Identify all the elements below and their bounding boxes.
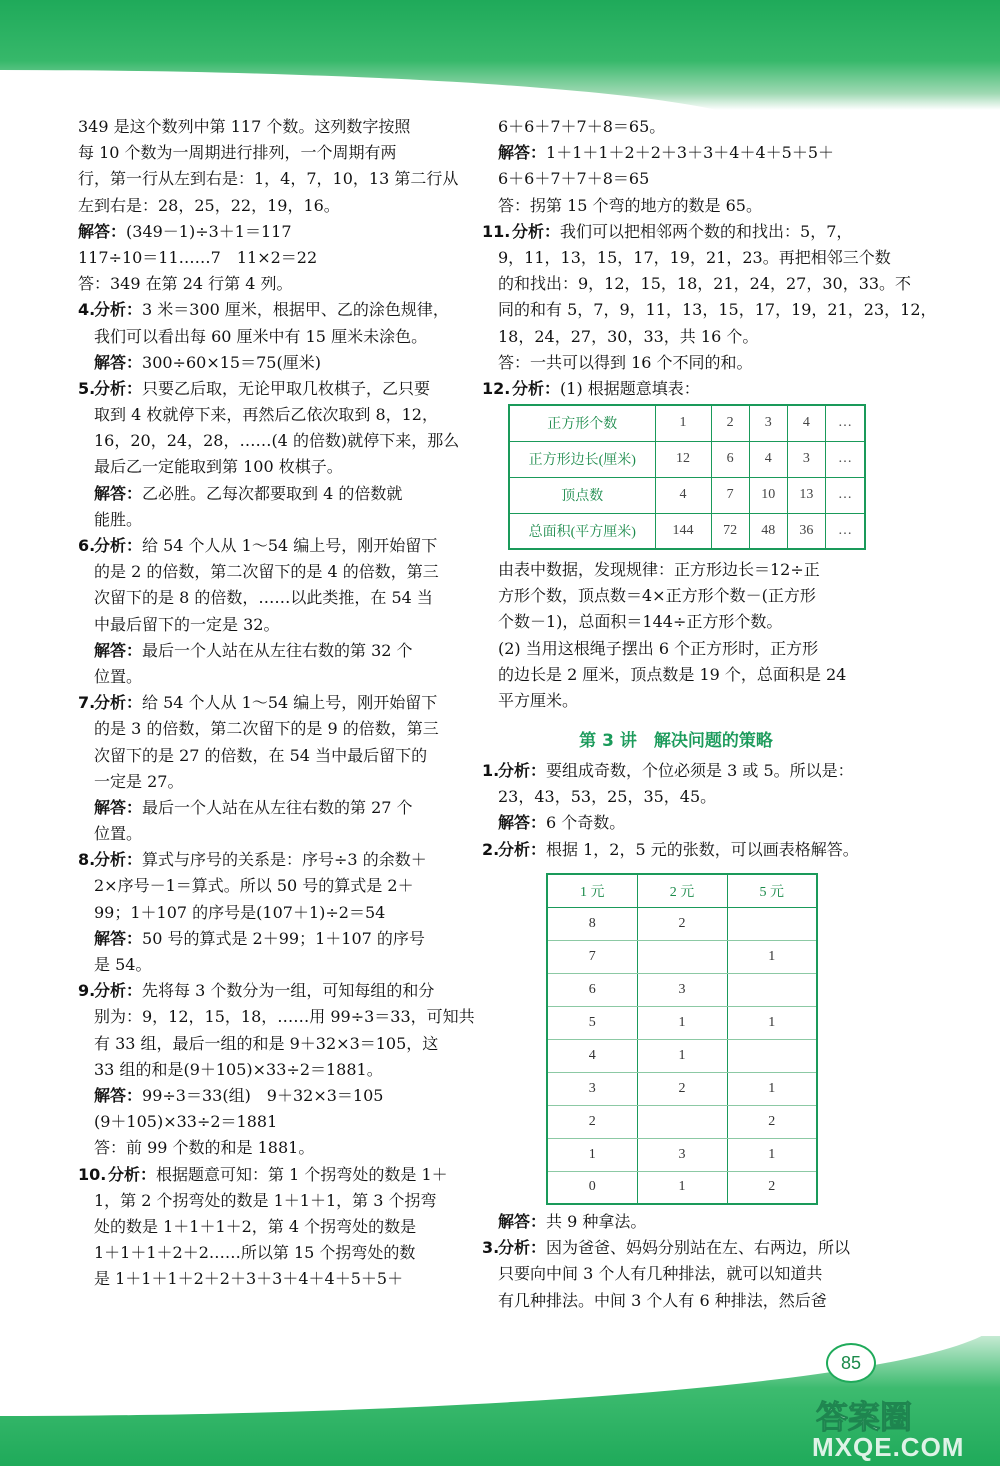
- table-row: [547, 940, 817, 973]
- line-text: 18，24，27，30，33，共 16 个。: [498, 326, 759, 346]
- right-column: [482, 114, 937, 402]
- text-line: [78, 271, 462, 297]
- line-text: 1＋1＋1＋2＋2……所以第 15 个拐弯处的数: [94, 1243, 416, 1263]
- line-text: 给 54 个人从 1～54 编上号，刚开始留下: [142, 536, 438, 555]
- text-line: [482, 1261, 870, 1287]
- table-cell: 10: [749, 477, 787, 513]
- text-line: [482, 784, 870, 810]
- text-line: [78, 376, 462, 402]
- answer-key-label: 解答：: [94, 640, 143, 660]
- answer-key-label: 解答：: [498, 1212, 547, 1231]
- column-header: 2 元: [637, 874, 727, 907]
- line-text: 有 33 组，最后一组的和是 9＋32×3＝105，这: [94, 1033, 439, 1053]
- text-line: [482, 350, 870, 376]
- table-row: [547, 1138, 817, 1171]
- line-text: 同的和有 5，7，9，11，13，15，17，19，21，23，12，: [498, 300, 937, 320]
- answer-key-label: 分析：: [498, 761, 547, 780]
- text-line: [482, 1235, 870, 1261]
- text-line: [482, 688, 870, 714]
- item-number: 9.: [78, 981, 96, 1001]
- line-text: 6＋6＋7＋7＋8＝65: [498, 169, 650, 189]
- line-text: 1＋1＋1＋2＋2＋3＋3＋4＋4＋5＋5＋: [546, 143, 834, 163]
- table-cell: 4: [655, 477, 711, 513]
- line-text: 取到 4 枚就停下来，再然后乙依次取到 8，12，: [94, 405, 438, 425]
- table-cell: 13: [787, 477, 825, 513]
- text-line: [78, 873, 462, 899]
- text-line: [482, 609, 870, 635]
- table-cell: 3: [637, 1138, 727, 1171]
- table-cell: 1: [727, 940, 817, 973]
- text-line: [78, 533, 462, 559]
- line-text: 答：一共可以得到 16 个不同的和。: [498, 352, 753, 372]
- answer-key-label: 分析：: [498, 1238, 547, 1258]
- text-line: [482, 557, 870, 583]
- line-text: 能胜。: [94, 509, 143, 529]
- line-text: 位置。: [94, 666, 143, 686]
- table-cell: 3: [637, 973, 727, 1006]
- text-line: [78, 1266, 462, 1292]
- text-line: [78, 245, 462, 271]
- text-line: [78, 1004, 475, 1030]
- text-line: [78, 1031, 462, 1057]
- answer-key-label: 分析：: [498, 839, 547, 859]
- table-row: [509, 477, 865, 513]
- line-text: 由表中数据，发现规律：正方形边长＝12÷正: [498, 560, 820, 579]
- text-line: [482, 219, 870, 245]
- line-text: 的是 2 的倍数，第二次留下的是 4 的倍数，第三: [94, 562, 439, 582]
- table-cell: 4: [787, 405, 825, 441]
- line-text: 次留下的是 8 的倍数，……以此类推，在 54 当: [94, 588, 433, 608]
- answer-key-label: 解答：: [78, 221, 127, 241]
- line-text: 3 米＝300 厘米，根据甲、乙的涂色规律，: [142, 300, 449, 320]
- text-line: [78, 1135, 462, 1161]
- table-explanation: [482, 557, 870, 714]
- table-cell: 4: [749, 441, 787, 477]
- text-line: [78, 1240, 462, 1266]
- line-text: (2) 当用这根绳子摆出 6 个正方形时，正方形: [498, 638, 819, 658]
- item-number: 6.: [78, 536, 96, 555]
- text-line: [78, 1109, 462, 1135]
- row-header: 正方形边长(厘米): [509, 441, 655, 477]
- text-line: [78, 743, 462, 769]
- text-line: [78, 350, 462, 376]
- table-cell: 2: [711, 405, 749, 441]
- line-text: 300÷60×15＝75(厘米): [142, 352, 321, 372]
- line-text: 9，11，13，15，17，19，21，23。再把相邻三个数: [498, 247, 891, 267]
- text-line: [482, 758, 870, 784]
- text-line: [482, 245, 891, 271]
- text-line: [482, 166, 870, 192]
- answer-key-label: 解答：: [94, 352, 143, 372]
- answer-key-label: 解答：: [94, 797, 143, 817]
- line-text: 我们可以看出每 60 厘米中有 15 厘米未涂色。: [94, 326, 428, 346]
- line-text: 方形个数，顶点数＝4×正方形个数－(正方形: [498, 586, 816, 606]
- table-cell: 2: [637, 907, 727, 940]
- table-row: [547, 1105, 817, 1138]
- text-line: [78, 952, 462, 978]
- line-text: 99÷3＝33(组) 9＋32×3＝105: [142, 1085, 384, 1105]
- line-text: 别为：9，12，15，18，……用 99÷3＝33，可知共: [94, 1007, 475, 1027]
- line-text: 根据 1，2，5 元的张数，可以画表格解答。: [546, 839, 859, 859]
- table-cell: 12: [655, 441, 711, 477]
- text-line: [78, 769, 462, 795]
- after-money-table: [482, 1209, 870, 1314]
- line-text: 一定是 27。: [94, 771, 184, 791]
- text-line: [78, 1083, 462, 1109]
- table-cell: …: [826, 405, 865, 441]
- line-text: 平方厘米。: [498, 690, 579, 710]
- line-text: 根据题意可知：第 1 个拐弯处的数是 1＋: [156, 1164, 448, 1184]
- table-cell: 1: [655, 405, 711, 441]
- line-text: 每 10 个数为一周期进行排列，一个周期有两: [78, 143, 397, 163]
- table-row: [547, 1171, 817, 1204]
- item-number: 4.: [78, 300, 96, 320]
- page-number: 85: [826, 1343, 876, 1383]
- answer-key-label: 分析：: [94, 378, 143, 398]
- line-text: 是 54。: [94, 955, 152, 974]
- line-text: 先将每 3 个数分为一组，可知每组的和分: [142, 981, 435, 1001]
- answer-key-label: 解答：: [94, 483, 143, 503]
- table-row: [509, 441, 865, 477]
- answer-key-label: 分析：: [94, 693, 143, 713]
- table-cell: 48: [749, 513, 787, 549]
- table-row: [547, 1072, 817, 1105]
- text-line: [482, 662, 870, 688]
- table-cell: 1: [727, 1006, 817, 1039]
- table-cell: 2: [547, 1105, 637, 1138]
- line-text: 6＋6＋7＋7＋8＝65。: [498, 117, 666, 136]
- text-line: [78, 690, 462, 716]
- text-line: [482, 193, 870, 219]
- line-text: 乙必胜。乙每次都要取到 4 的倍数就: [142, 483, 403, 503]
- table-cell: 6: [547, 973, 637, 1006]
- text-line: [78, 612, 462, 638]
- table-cell: 3: [787, 441, 825, 477]
- text-line: [78, 428, 462, 454]
- item-number: 1.: [482, 761, 500, 780]
- row-header: 正方形个数: [509, 405, 655, 441]
- left-column: [78, 114, 475, 1292]
- text-line: [78, 402, 462, 428]
- line-text: 答：前 99 个数的和是 1881。: [94, 1138, 315, 1158]
- line-text: 次留下的是 27 的倍数，在 54 当中最后留下的: [94, 745, 428, 765]
- text-line: [78, 926, 462, 952]
- line-text: 117÷10＝11……7 11×2＝22: [78, 247, 318, 267]
- line-text: 33 组的和是(9＋105)×33÷2＝1881。: [94, 1059, 383, 1079]
- table-cell: 2: [727, 1105, 817, 1138]
- text-line: [78, 166, 462, 192]
- text-line: [78, 1214, 462, 1240]
- line-text: 有几种排法。中间 3 个人有 6 种排法，然后爸: [498, 1290, 827, 1310]
- line-text: 因为爸爸、妈妈分别站在左、右两边，所以: [546, 1238, 851, 1258]
- answer-key-label: 分析：: [512, 378, 561, 398]
- line-text: 99；1＋107 的序号是(107＋1)÷2＝54: [94, 902, 386, 922]
- text-line: [482, 636, 870, 662]
- line-text: 349 是这个数列中第 117 个数。这列数字按照: [78, 117, 411, 136]
- table-cell: 8: [547, 907, 637, 940]
- text-line: [78, 193, 462, 219]
- answer-key-label: 解答：: [498, 813, 547, 833]
- table-cell: …: [826, 513, 865, 549]
- table-cell: 36: [787, 513, 825, 549]
- text-line: [78, 716, 462, 742]
- text-line: [78, 664, 462, 690]
- answer-key-label: 解答：: [498, 143, 547, 163]
- table-cell: 4: [547, 1039, 637, 1072]
- line-text: 的边长是 2 厘米，顶点数是 19 个，总面积是 24: [498, 664, 847, 684]
- text-line: [78, 1057, 462, 1083]
- table-cell: [727, 907, 817, 940]
- line-text: 答：拐第 15 个弯的地方的数是 65。: [498, 195, 762, 215]
- table-row: [547, 1006, 817, 1039]
- line-text: (9＋105)×33÷2＝1881: [94, 1112, 278, 1132]
- table-cell: 72: [711, 513, 749, 549]
- answer-key-label: 分析：: [94, 300, 143, 320]
- table-cell: 1: [547, 1138, 637, 1171]
- table-row: [509, 405, 865, 441]
- line-text: 算式与序号的关系是：序号÷3 的余数＋: [142, 850, 427, 870]
- answer-key-label: 解答：: [94, 928, 143, 948]
- text-line: [482, 114, 870, 140]
- line-text: 左到右是：28，25，22，19，16。: [78, 195, 340, 215]
- table-cell: 1: [727, 1072, 817, 1105]
- line-text: 最后一个人站在从左往右数的第 27 个: [142, 797, 413, 817]
- line-text: 23，43，53，25，35，45。: [498, 787, 717, 807]
- text-line: [78, 481, 462, 507]
- line-text: 我们可以把相邻两个数的和找出：5，7，: [560, 221, 853, 241]
- item-number: 11.: [482, 221, 511, 241]
- text-line: [78, 978, 462, 1004]
- line-text: 中最后留下的一定是 32。: [94, 614, 280, 634]
- text-line: [78, 847, 462, 873]
- text-line: [78, 900, 462, 926]
- line-text: 6 个奇数。: [546, 813, 626, 833]
- table-cell: 6: [711, 441, 749, 477]
- square-table: [508, 404, 866, 550]
- line-text: 的是 3 的倍数，第二次留下的是 9 的倍数，第三: [94, 719, 439, 739]
- table-cell: 2: [637, 1072, 727, 1105]
- text-line: [78, 821, 462, 847]
- text-line: [78, 559, 462, 585]
- table-row: [547, 1039, 817, 1072]
- text-line: [482, 271, 912, 297]
- table-cell: 0: [547, 1171, 637, 1204]
- text-line: [482, 837, 870, 863]
- section-3: [482, 728, 870, 863]
- text-line: [78, 585, 462, 611]
- line-text: 给 54 个人从 1～54 编上号，刚开始留下: [142, 693, 438, 713]
- table-cell: 1: [727, 1138, 817, 1171]
- line-text: 答：349 在第 24 行第 4 列。: [78, 274, 293, 294]
- answer-key-label: 分析：: [512, 221, 561, 241]
- line-text: 处的数是 1＋1＋1＋2，第 4 个拐弯处的数是: [94, 1216, 417, 1236]
- line-text: 最后一个人站在从左往右数的第 32 个: [142, 640, 413, 660]
- text-line: [78, 140, 462, 166]
- line-text: 1，第 2 个拐弯处的数是 1＋1＋1，第 3 个拐弯: [94, 1190, 437, 1210]
- item-number: 10.: [78, 1164, 107, 1184]
- text-line: [78, 507, 462, 533]
- watermark-url: MXQE.COM: [812, 1432, 965, 1462]
- table-cell: 1: [637, 1006, 727, 1039]
- table-cell: 3: [547, 1072, 637, 1105]
- answer-key-label: 分析：: [94, 850, 143, 870]
- svg-text:答案圈: 答案圈: [816, 1398, 913, 1436]
- money-table: [546, 873, 818, 1205]
- table-cell: …: [826, 477, 865, 513]
- table-header-row: [547, 874, 817, 907]
- line-text: 只要向中间 3 个人有几种排法，就可以知道共: [498, 1264, 823, 1284]
- row-header: 顶点数: [509, 477, 655, 513]
- text-line: [78, 297, 462, 323]
- text-line: [482, 1288, 870, 1314]
- text-line: [78, 1188, 462, 1214]
- answer-key-label: 分析：: [108, 1164, 157, 1184]
- table-cell: [727, 1039, 817, 1072]
- line-text: (1) 根据题意填表：: [560, 378, 700, 398]
- line-text: (349－1)÷3＋1＝117: [126, 221, 292, 241]
- text-line: [482, 324, 870, 350]
- text-line: [78, 114, 462, 140]
- text-line: [482, 810, 870, 836]
- line-text: 要组成奇数，个位必须是 3 或 5。所以是：: [546, 761, 854, 780]
- text-line: [78, 219, 462, 245]
- text-line: [482, 583, 870, 609]
- table-cell: [637, 940, 727, 973]
- table-cell: …: [826, 441, 865, 477]
- table-row: [509, 513, 865, 549]
- text-line: [78, 638, 462, 664]
- text-line: [78, 795, 462, 821]
- line-text: 2×序号－1＝算式。所以 50 号的算式是 2＋: [94, 876, 414, 896]
- text-line: [482, 376, 870, 402]
- table-cell: 7: [547, 940, 637, 973]
- item-number: 5.: [78, 378, 96, 398]
- table-cell: [727, 973, 817, 1006]
- table-cell: 1: [637, 1171, 727, 1204]
- column-header: 1 元: [547, 874, 637, 907]
- line-text: 行，第一行从左到右是：1，4，7，10，13 第二行从: [78, 169, 459, 189]
- line-text: 16，20，24，28，……(4 的倍数)就停下来，那么: [94, 431, 460, 451]
- table-row: [547, 973, 817, 1006]
- line-text: 位置。: [94, 824, 143, 844]
- line-text: 最后乙一定能取到第 100 枚棋子。: [94, 457, 343, 477]
- text-line: [482, 297, 937, 323]
- section-title: 第 3 讲 解决问题的策略: [579, 731, 773, 751]
- item-number: 2.: [482, 839, 500, 859]
- answer-key-label: 解答：: [94, 1085, 143, 1105]
- table-cell: 3: [749, 405, 787, 441]
- item-number: 12.: [482, 378, 511, 398]
- line-text: 是 1＋1＋1＋2＋2＋3＋3＋4＋4＋5＋5＋: [94, 1269, 404, 1289]
- text-line: [482, 1209, 870, 1235]
- text-line: [482, 140, 870, 166]
- table-cell: 5: [547, 1006, 637, 1039]
- line-text: 个数－1)，总面积＝144÷正方形个数。: [498, 612, 783, 632]
- table-cell: 1: [637, 1039, 727, 1072]
- item-number: 3.: [482, 1238, 500, 1258]
- table-cell: [637, 1105, 727, 1138]
- line-text: 共 9 种拿法。: [546, 1212, 647, 1231]
- table-row: [547, 907, 817, 940]
- column-header: 5 元: [727, 874, 817, 907]
- text-line: [78, 324, 462, 350]
- answer-key-label: 分析：: [94, 536, 143, 555]
- table-cell: 7: [711, 477, 749, 513]
- row-header: 总面积(平方厘米): [509, 513, 655, 549]
- answer-key-label: 分析：: [94, 981, 143, 1001]
- line-text: 50 号的算式是 2＋99；1＋107 的序号: [142, 928, 425, 948]
- line-text: 的和找出：9，12，15，18，21，24，27，30，33。不: [498, 274, 912, 294]
- text-line: [78, 454, 462, 480]
- table-cell: 2: [727, 1171, 817, 1204]
- text-line: [78, 1162, 462, 1188]
- item-number: 7.: [78, 693, 96, 713]
- item-number: 8.: [78, 850, 96, 870]
- table-cell: 144: [655, 513, 711, 549]
- line-text: 只要乙后取，无论甲取几枚棋子，乙只要: [142, 378, 431, 398]
- section-lines: [482, 758, 870, 863]
